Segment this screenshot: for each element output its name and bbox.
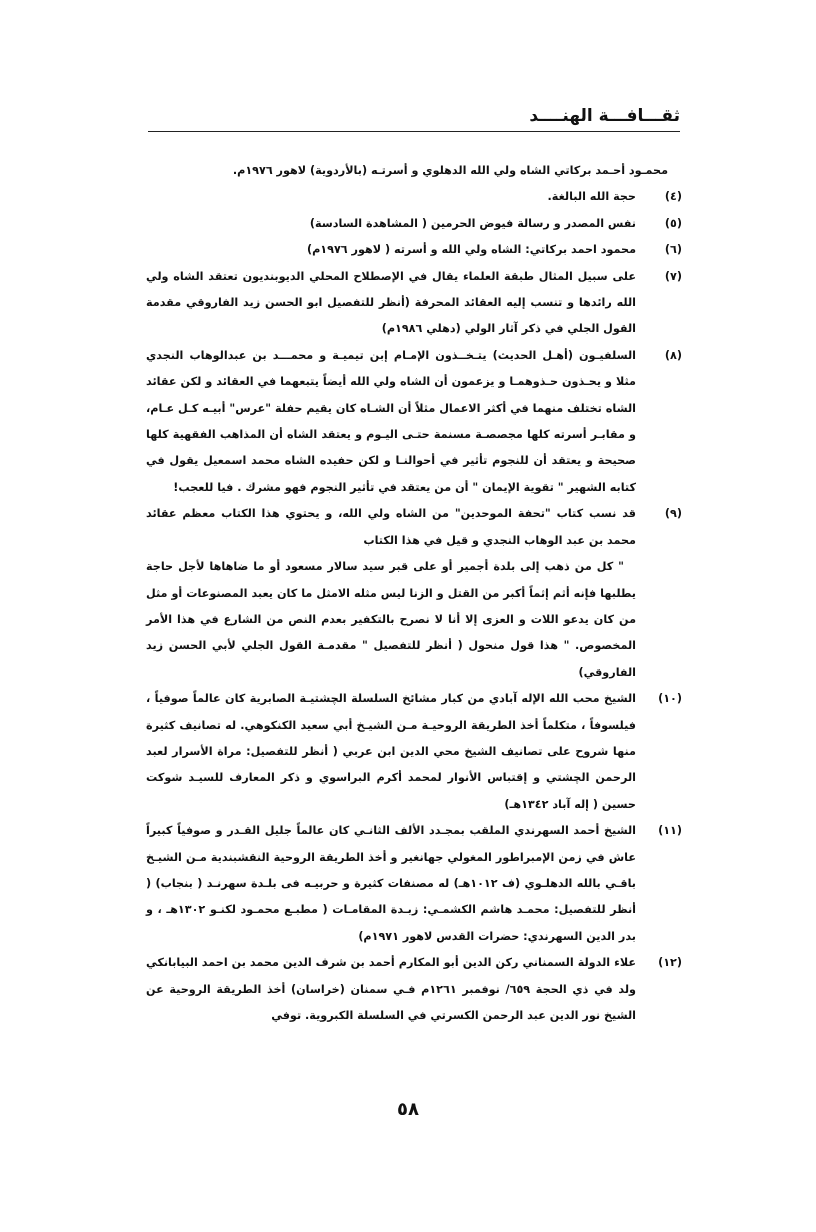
footnote-number: (٩) [664,507,682,521]
page-number: ٥٨ [397,1099,419,1120]
footnote-text: علاء الدولة السمناني ركن الدين أبو المكارم أحمد بن شرف الدين محمد بن احمد البيابانكي ولد في ذي الحجة ٦٥٩/ نوفمبر ١٢٦١م فـي سمنان (خراسان) أخذ الطريقة الروحية عن الشيخ نور الدين عبد الرحمن الكسرتي في السلسلة الكبروية. توفي [146,956,636,1022]
footnote-quote: " كل من ذهب إلى بلدة أجمير أو على قبر سيد سالار مسعود أو ما ضاهاها لأجل حاجة يطلبها فإنه أثم إثماً أكبر من القتل و الزنا ليس مثله الامثل ما كان يعبد المصنوعات أو مثل من كان يدعو اللات و العزى إلا أنا لا نصرح بالتكفير بعدم النص من الشارع في هذا الأمر المخصوص. " هذا قول منحول ( أنظر للتفصيل " مقدمـة القول الجلي لأبي الحسن زيد الفاروقي) [146,560,636,679]
footnote-6 [146,237,682,263]
footnote-number: (١٢) [658,956,682,970]
footnote-text: الشيخ محب الله الإله آبادي من كبار مشائخ السلسلة الچشتيـة الصابرية كان عالماً صوفياً ، فيلسوفاً ، متكلماً أخذ الطريقة الروحيـة مـن الشيـخ أبي سعيد الكنكوهي. له تصانيف كثيرة منها شروح على تصانيف الشيخ محي الدين ابن عربي ( أنظر للتفصيل: مراة الأسرار لعبد الرحمن الچشتي و إقتباس الأنوار لمحمد أكرم البراسوي و ذكر المعارف للسيـد شوكت حسين ( إله آباد ١٣٤٢هـ) [146,692,636,811]
footnote-text: حجة الله البالغة. [547,190,636,204]
footnote-text: السلفيـون (أهـل الحديث) يتـخــذون الإمـام إبن تيميـة و محمـــد بن عبدالوهاب النجدي مثلا و يحـذون حـذوهمـا و يزعمون أن الشاه ولي الله أيضاً يتبعهما في العقائد و لكن عقائد الشاه تختلف منهما في أكثر الاعمال مثلاً أن الشـاه كان يقيم حفلة "عرس" أبيـه كـل عـام، و مقابـر أسرته كلها مجصصـة مسنمة حتـى اليـوم و يعتقد الشاه أن المذاهب الفقهية كلها صحيحة و يعتقد أن للنجوم تأثير في أحوالنـا و لكن حفيده الشاه محمد اسمعيل يقول في كتابه الشهير " تقوية الإيمان " أن من يعتقد في تأثير النجوم فهو مشرك . فيا للعجب! [146,348,636,494]
continued-note: محمـود أحـمد بركاتي الشاه ولي الله الدهلوي و أسرتـه (بالأردوية) لاهور ١٩٧٦م. [232,164,668,177]
footnote-text: محمود احمد بركاتي: الشاه ولي الله و أسرته ( لاهور ١٩٧٦م) [306,243,636,257]
footnote-7 [146,264,682,343]
running-header: ثقـــافـــة الهنــــد [529,106,680,126]
footnote-8 [146,343,682,501]
footnote-text: قد نسب كتاب "تحفة الموحدين" من الشاه ولي الله، و يحتوي هذا الكتاب معظم عقائد محمد بن عبد الوهاب النجدي و قيل في هذا الكتاب [146,507,636,547]
footnote-number: (٨) [664,348,682,362]
footnote-text: على سبيل المثال طبقة العلماء يقال في الإصطلاح المحلي الديوبنديون تعتقد الشاه ولي الله رائدها و تنسب إليه العقائد المحرفة (أنظر للتفصيل ابو الحسن زيد الفاروقي مقدمة القول الجلي في ذكر آثار الولي (دهلي ١٩٨٦م) [146,269,636,336]
footnote-number: (٦) [664,243,682,257]
footnote-5 [146,211,682,237]
header-rule [148,131,680,132]
footnote-text: الشيخ أحمد السهرندي الملقب بمجـدد الألف الثانـي كان عالماً جليل القـدر و صوفياً كبيراً عاش في زمن الإمبراطور المغولي جهانغير و أخذ الطريقة الروحية النقشبندية مـن الشيـخ باقـي بالله الدهلـوي (ف ١٠١٢هـ) له مصنفات كثيرة و حربيـه فى بلـدة سهرنـد ( بنجاب) ( أنظر للتفصيل: محمـد هاشم الكشمـي: زبـدة المقامـات ( مطبـع محمـود لكنـو ١٣٠٢هـ ، و بدر الدين السهرندي: حضرات القدس لاهور ١٩٧١م) [146,824,637,943]
footnote-12 [146,950,682,1029]
footnote-number: (٤) [664,190,682,204]
footnotes [146,158,682,1029]
footnote-number: (١٠) [658,692,682,706]
footnote-9 [146,501,682,686]
footnote-number: (١١) [658,824,682,838]
footnote-4 [146,184,682,210]
footnote-11 [146,818,682,950]
footnote-text: نفس المصدر و رسالة فيوض الحرمين ( المشاهدة السادسة) [309,216,636,230]
footnote-10 [146,686,682,818]
footnote-number: (٥) [664,216,682,230]
footnote-number: (٧) [664,269,682,283]
